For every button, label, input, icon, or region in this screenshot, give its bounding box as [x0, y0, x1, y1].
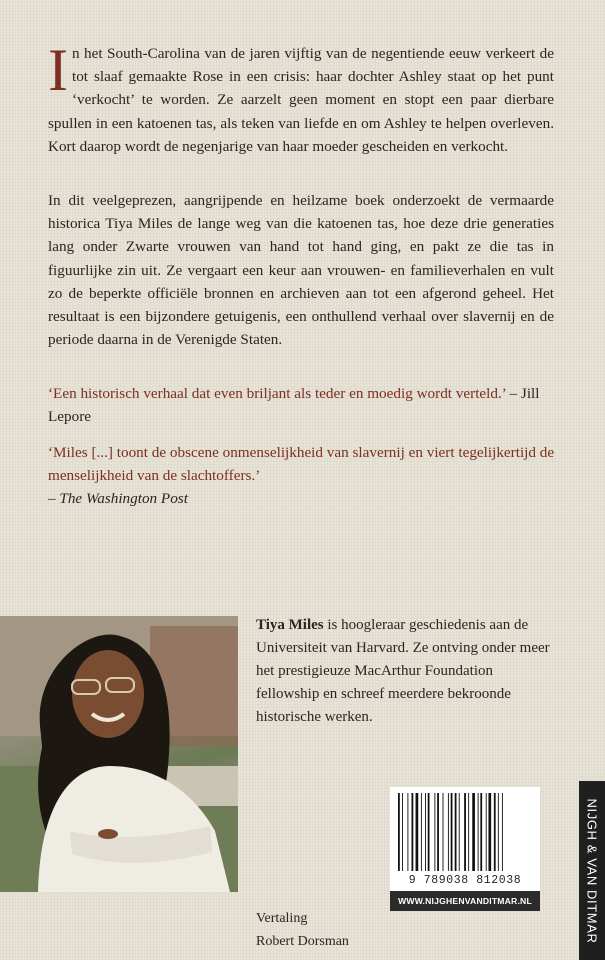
quote-text: ‘Een historisch verhaal dat even briljant als teder en moedig wordt verteld.’ — [48, 385, 506, 402]
barcode-bar — [416, 793, 419, 871]
translation-credit — [256, 907, 349, 953]
body-paragraph: In dit veelgeprezen, aangrijpende en heilzame boek onderzoekt de vermaarde historica Tiya Miles de lange weg van die katoenen tas, hoe deze drie generaties lang onder Zwarte vrouwen van hand tot hand ging, en pakt ze die tas in figuurlijke zin uit. Ze vergaart een keur aan vrouwen- en familieverhalen en vult zo de beperkte officiële bronnen en archieven aan tot een afgerond geheel. Het resultaat is een bijzondere getuigenis, een onthullend verhaal over slavernij en de periode daarna in de Verenigde Staten. — [48, 192, 554, 349]
intro-paragraph — [48, 37, 554, 158]
barcode-bar — [464, 793, 466, 871]
barcode-bar — [421, 793, 422, 871]
barcode-bar — [425, 793, 426, 871]
publisher-website: WWW.NIJGHENVANDITMAR.NL — [390, 891, 540, 911]
barcode-bar — [437, 793, 439, 871]
barcode-bar — [494, 793, 496, 871]
barcode-bar — [459, 793, 460, 871]
barcode-bar — [472, 793, 475, 871]
translation-label: Vertaling — [256, 911, 308, 926]
barcode-bar — [486, 793, 487, 871]
review-quote-1 — [48, 382, 568, 428]
barcode-bar — [455, 793, 457, 871]
author-bio-text: is hoogleraar geschiedenis aan de Universiteit van Harvard. Ze ontving onder meer het prestigieuze MacArthur Foundation fellowship en schreef meerdere bekroonde historische werken. — [256, 617, 550, 725]
barcode-bar — [468, 793, 469, 871]
barcode-bar — [478, 793, 479, 871]
author-photo — [0, 616, 238, 892]
publisher-name: NIJGH & VAN DITMAR — [584, 798, 600, 943]
barcode-bar — [502, 793, 503, 871]
barcode-bar — [498, 793, 499, 871]
quote-dash: – — [48, 490, 60, 507]
author-bio — [256, 614, 552, 729]
isbn-number: 9 789038 812038 — [408, 874, 522, 887]
barcode-bar — [434, 793, 435, 871]
quote-dash: – — [505, 385, 521, 402]
barcode-bar — [480, 793, 482, 871]
barcode-bar — [402, 793, 403, 871]
drop-cap: I — [48, 37, 68, 103]
author-portrait-illustration — [0, 616, 238, 892]
quote-source: The Washington Post — [59, 490, 188, 507]
barcode-bar — [488, 793, 491, 871]
barcode-bar — [448, 793, 449, 871]
barcode — [390, 787, 540, 911]
author-name: Tiya Miles — [256, 617, 324, 633]
publisher-logo — [579, 781, 605, 960]
barcode-bar — [428, 793, 430, 871]
review-quote-2 — [48, 441, 568, 510]
barcode-bar — [407, 793, 408, 871]
barcode-bars — [396, 793, 534, 871]
barcode-bar — [398, 793, 400, 871]
barcode-bar — [443, 793, 444, 871]
intro-text: n het South-Carolina van de jaren vijftig van de negentiende eeuw verkeert de tot slaaf gemaakte Rose in een crisis: haar dochter Ashley staat op het punt ‘verkocht’ te worden. Ze aarzelt geen moment en stopt een paar dierbare spullen in een katoenen tas, als teken van liefde en om Ashley te helpen overleven. Kort daarop wordt de negenjarige van haar moeder gescheiden en verkocht. — [48, 45, 554, 155]
barcode-bar — [412, 793, 414, 871]
quote-text: ‘Miles [...] toont de obscene onmenselijkheid van slavernij en viert tegelijkertijd de menselijkheid van de slachtoffers.’ — [48, 444, 555, 484]
barcode-bar — [451, 793, 453, 871]
quote-source: Jill Lepore — [48, 385, 540, 425]
translator-name: Robert Dorsman — [256, 934, 349, 949]
